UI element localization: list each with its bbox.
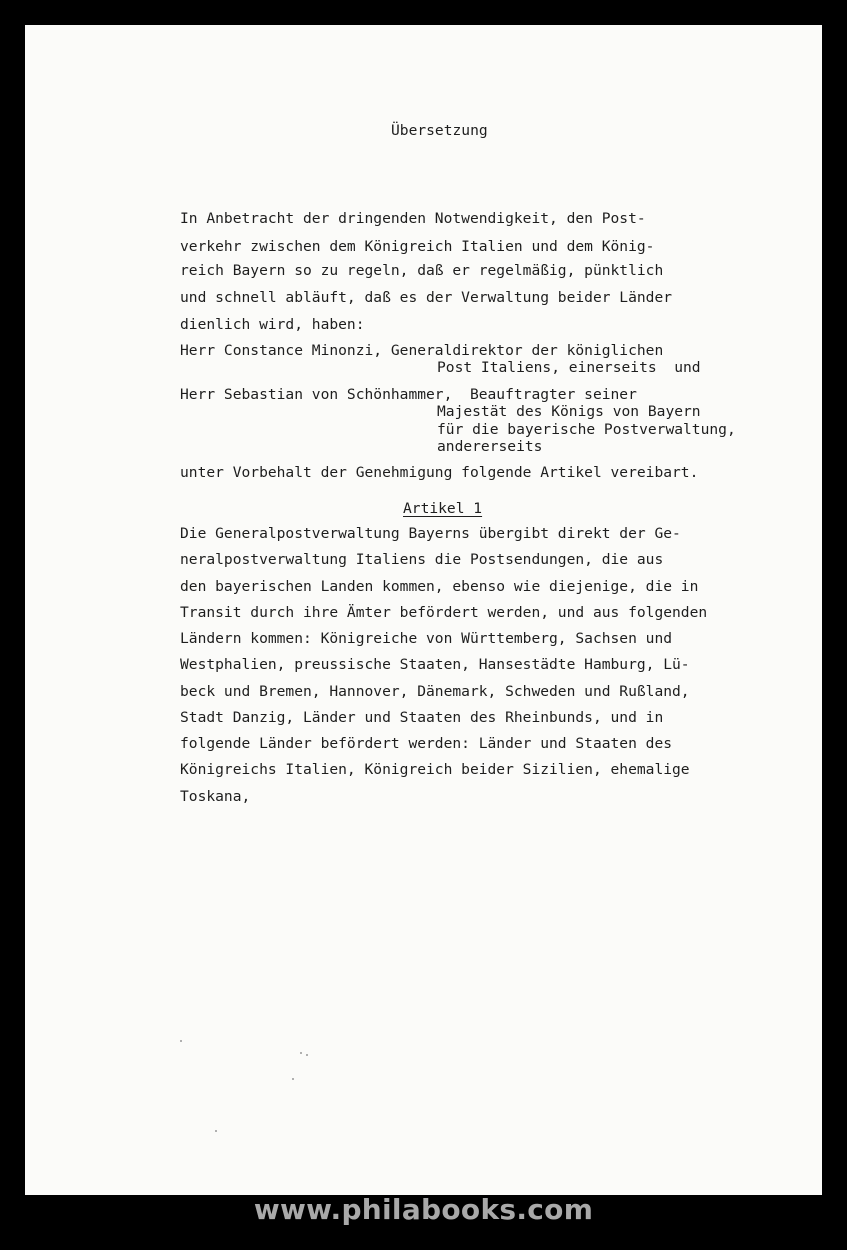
article-line: Königreichs Italien, Königreich beider Sizilien, ehemalige [180, 761, 690, 778]
article-line: neralpostverwaltung Italiens die Postsendungen, die aus [180, 551, 664, 568]
article-line: beck und Bremen, Hannover, Dänemark, Schweden und Rußland, [180, 683, 690, 700]
article-line: folgende Länder befördert werden: Länder und Staaten des [180, 735, 673, 752]
party2-role-line: Majestät des Königs von Bayern [437, 403, 701, 420]
preamble-line: In Anbetracht der dringenden Notwendigkeit, den Post- [180, 210, 646, 227]
preamble-line: und schnell abläuft, daß es der Verwaltung beider Länder [180, 289, 673, 306]
agreement-line: unter Vorbehalt der Genehmigung folgende Artikel vereibart. [180, 464, 699, 481]
article-line: Stadt Danzig, Länder und Staaten des Rheinbunds, und in [180, 709, 664, 726]
paper-speck [306, 1054, 308, 1056]
watermark-text: www.philabooks.com [253, 1193, 594, 1226]
article-line: Transit durch ihre Ämter befördert werden, und aus folgenden [180, 604, 708, 621]
party2-name: Herr Sebastian von Schönhammer, Beauftragter seiner [180, 386, 637, 403]
article-line: Ländern kommen: Königreiche von Württemberg, Sachsen und [180, 630, 673, 647]
preamble-line: verkehr zwischen dem Königreich Italien und dem König- [180, 238, 655, 255]
paper-speck [215, 1130, 217, 1132]
party2-role-line: für die bayerische Postverwaltung, [437, 421, 736, 438]
preamble-line: reich Bayern so zu regeln, daß er regelmäßig, pünktlich [180, 262, 664, 279]
article-line: Toskana, [180, 788, 251, 805]
article-heading: Artikel 1 [403, 500, 483, 517]
paper-speck [180, 1040, 182, 1042]
paper-speck [292, 1078, 294, 1080]
party1-role: Post Italiens, einerseits und [437, 359, 701, 376]
article-line: Die Generalpostverwaltung Bayerns übergibt direkt der Ge- [180, 525, 681, 542]
party2-role-line: andererseits [437, 438, 543, 455]
article-line: Westphalien, preussische Staaten, Hansestädte Hamburg, Lü- [180, 656, 690, 673]
paper-speck [300, 1052, 302, 1054]
party1-name: Herr Constance Minonzi, Generaldirektor der königlichen [180, 342, 664, 359]
document-title: Übersetzung [391, 122, 488, 139]
article-line: den bayerischen Landen kommen, ebenso wie diejenige, die in [180, 578, 699, 595]
preamble-line: dienlich wird, haben: [180, 316, 365, 333]
